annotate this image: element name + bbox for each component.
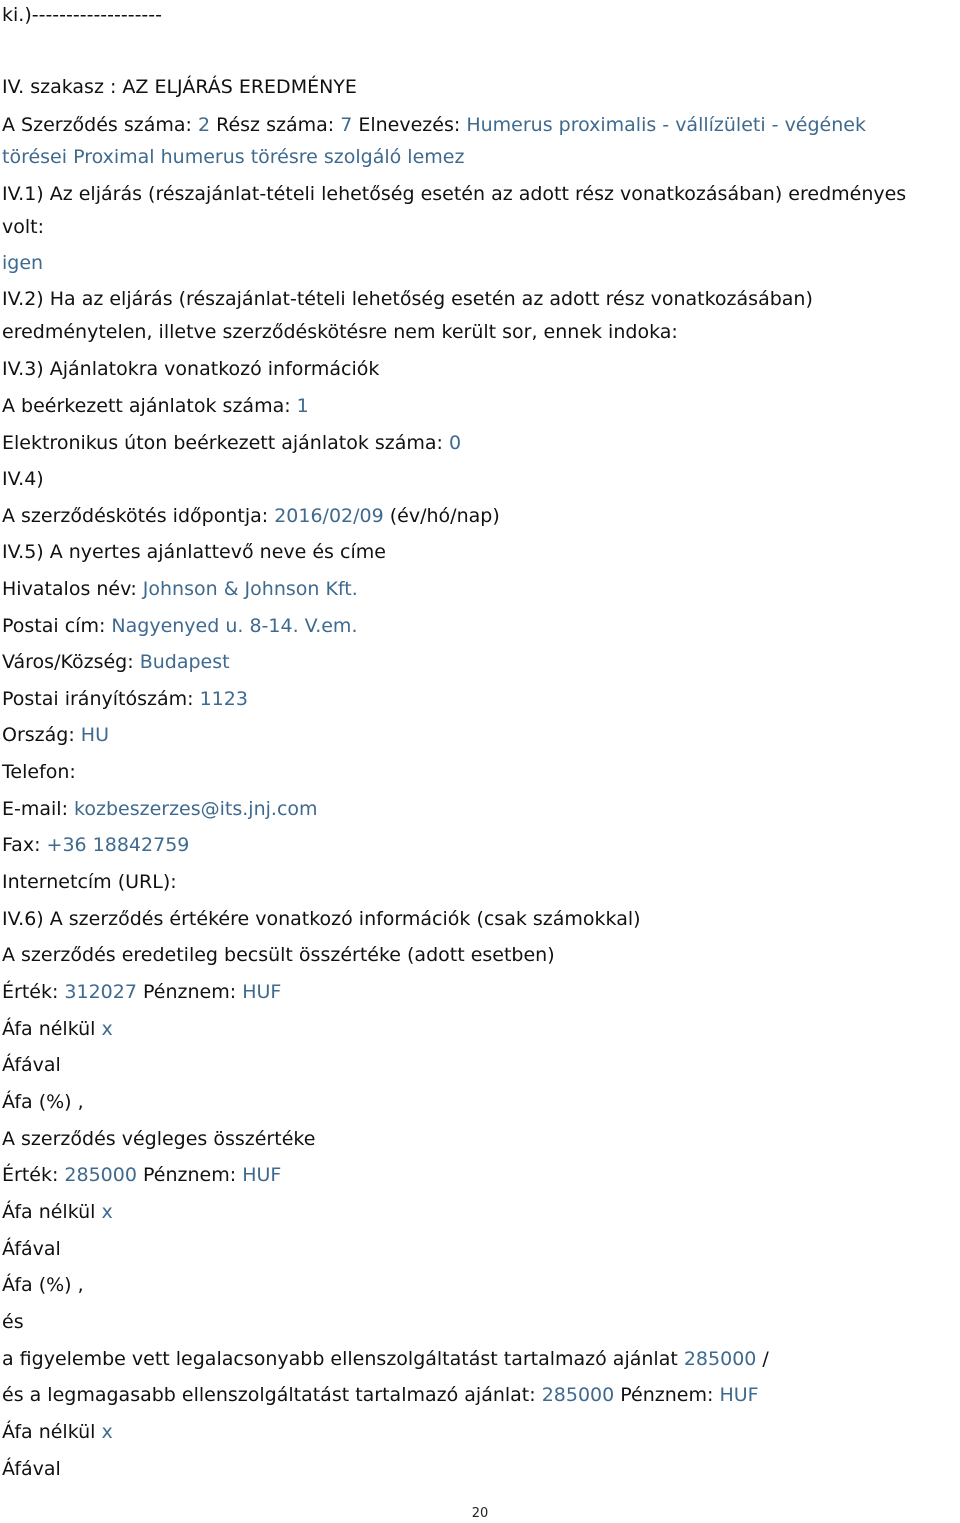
city-line xyxy=(2,650,230,674)
section-title: IV. szakasz : AZ ELJÁRÁS EREDMÉNYE xyxy=(2,76,357,98)
city-label: Város/Község: xyxy=(2,651,134,673)
without-vat-line xyxy=(2,1017,113,1041)
email-line xyxy=(2,797,318,821)
estimated-value: 312027 xyxy=(64,981,137,1003)
iv1-question-cont: volt: xyxy=(2,216,44,238)
estimated-value-line xyxy=(2,980,281,1004)
offers-received-line xyxy=(2,394,309,418)
estimated-value-title: A szerződés eredetileg becsült összértéke (adott esetben) xyxy=(2,944,555,966)
iv6-title: IV.6) A szerződés értékére vonatkozó információk (csak számokkal) xyxy=(2,908,641,930)
fax-line xyxy=(2,833,189,857)
currency-label: Pénznem: xyxy=(143,1164,237,1186)
iv1-answer: igen xyxy=(2,252,44,274)
zip-label: Postai irányítószám: xyxy=(2,688,194,710)
currency-label: Pénznem: xyxy=(143,981,237,1003)
value-label: Érték: xyxy=(2,981,59,1003)
email-value: kozbeszerzes@its.jnj.com xyxy=(74,798,318,820)
without-vat-line xyxy=(2,1200,113,1224)
winner-name-value: Johnson & Johnson Kft. xyxy=(142,578,358,600)
electronic-offers-line xyxy=(2,431,461,455)
lowest-offer-label: a figyelembe vett legalacsonyabb ellenszolgáltatást tartalmazó ajánlat xyxy=(2,1348,678,1370)
currency-value: HUF xyxy=(242,1164,282,1186)
city-value: Budapest xyxy=(139,651,230,673)
contract-date-format: (év/hó/nap) xyxy=(389,505,500,527)
winner-name-line xyxy=(2,577,358,601)
email-label: E-mail: xyxy=(2,798,68,820)
separator-line: ki.)------------------- xyxy=(2,4,162,26)
page-number: 20 xyxy=(471,1506,489,1521)
without-vat-mark: x xyxy=(101,1421,113,1443)
with-vat-label: Áfával xyxy=(2,1054,61,1076)
value-label: Érték: xyxy=(2,1164,59,1186)
lowest-offer-value: 285000 xyxy=(683,1348,757,1370)
final-value-line xyxy=(2,1163,281,1187)
vat-percent: Áfa (%) , xyxy=(2,1091,84,1113)
without-vat-label: Áfa nélkül xyxy=(2,1421,96,1443)
contract-name-label: Elnevezés: xyxy=(358,114,461,136)
slash: / xyxy=(762,1348,769,1370)
highest-offer-value: 285000 xyxy=(541,1384,615,1406)
without-vat-label: Áfa nélkül xyxy=(2,1201,96,1223)
electronic-offers-value: 0 xyxy=(449,432,462,454)
contract-date-value: 2016/02/09 xyxy=(274,505,384,527)
without-vat-mark: x xyxy=(101,1201,113,1223)
final-value-title: A szerződés végleges összértéke xyxy=(2,1128,316,1150)
iv4-title: IV.4) xyxy=(2,468,44,490)
electronic-offers-label: Elektronikus úton beérkezett ajánlatok száma: xyxy=(2,432,443,454)
iv1-question: IV.1) Az eljárás (részajánlat-tételi lehetőség esetén az adott rész vonatkozásában) eredményes xyxy=(2,183,907,205)
contract-number-label: A Szerződés száma: xyxy=(2,114,192,136)
iv2-question: IV.2) Ha az eljárás (részajánlat-tételi lehetőség esetén az adott rész vonatkozásában) xyxy=(2,288,813,310)
currency-value: HUF xyxy=(242,981,282,1003)
contract-name-value-cont: törései Proximal humerus törésre szolgáló lemez xyxy=(2,146,465,168)
country-label: Ország: xyxy=(2,724,75,746)
with-vat-label: Áfával xyxy=(2,1238,61,1260)
contract-date-label: A szerződéskötés időpontja: xyxy=(2,505,269,527)
part-number-value: 7 xyxy=(340,114,353,136)
postal-address-value: Nagyenyed u. 8-14. V.em. xyxy=(111,615,358,637)
offers-received-value: 1 xyxy=(296,395,309,417)
without-vat-mark: x xyxy=(101,1018,113,1040)
url-label: Internetcím (URL): xyxy=(2,871,177,893)
fax-label: Fax: xyxy=(2,834,41,856)
currency-value: HUF xyxy=(719,1384,759,1406)
with-vat-label: Áfával xyxy=(2,1458,61,1480)
contract-number-line xyxy=(2,113,866,137)
highest-offer-label: és a legmagasabb ellenszolgáltatást tartalmazó ajánlat: xyxy=(2,1384,536,1406)
contract-date-line xyxy=(2,504,500,528)
postal-address-label: Postai cím: xyxy=(2,615,106,637)
postal-address-line xyxy=(2,614,357,638)
winner-name-label: Hivatalos név: xyxy=(2,578,137,600)
contract-number-value: 2 xyxy=(197,114,211,136)
country-line xyxy=(2,723,109,747)
iv5-title: IV.5) A nyertes ajánlattevő neve és címe xyxy=(2,541,386,563)
without-vat-label: Áfa nélkül xyxy=(2,1018,96,1040)
highest-offer-line xyxy=(2,1383,759,1407)
contract-name-value: Humerus proximalis - vállízületi - végének xyxy=(466,114,866,136)
iv2-question-cont: eredménytelen, illetve szerződéskötésre nem került sor, ennek indoka: xyxy=(2,321,678,343)
offers-received-label: A beérkezett ajánlatok száma: xyxy=(2,395,291,417)
currency-label: Pénznem: xyxy=(620,1384,714,1406)
phone-label: Telefon: xyxy=(2,761,76,783)
lowest-offer-line xyxy=(2,1347,769,1371)
final-value: 285000 xyxy=(64,1164,137,1186)
and-label: és xyxy=(2,1311,24,1333)
vat-percent: Áfa (%) , xyxy=(2,1274,84,1296)
iv3-title: IV.3) Ajánlatokra vonatkozó információk xyxy=(2,358,380,380)
zip-value: 1123 xyxy=(199,688,248,710)
part-number-label: Rész száma: xyxy=(216,114,335,136)
fax-value: +36 18842759 xyxy=(46,834,190,856)
zip-line xyxy=(2,687,248,711)
country-value: HU xyxy=(80,724,109,746)
without-vat-line xyxy=(2,1420,113,1444)
